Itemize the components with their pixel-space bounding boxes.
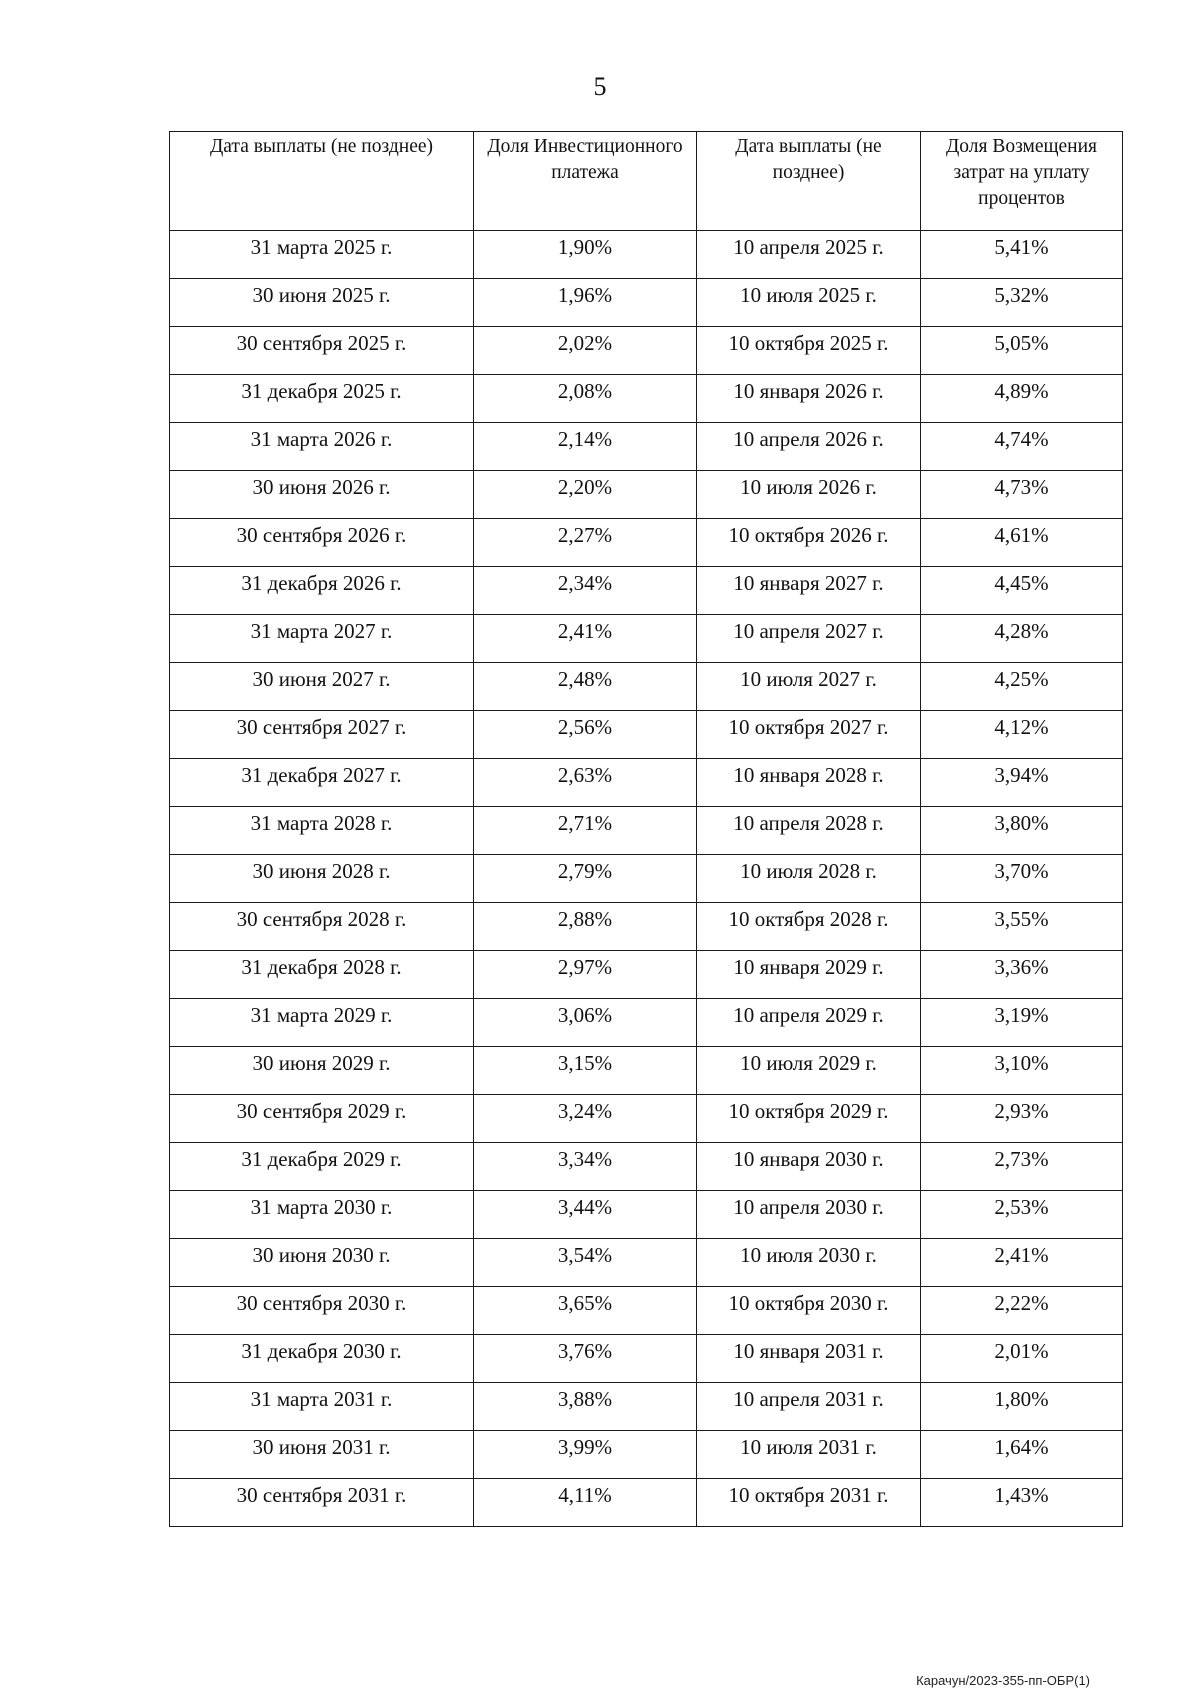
interest-share-cell: 4,89%	[921, 375, 1123, 423]
interest-share-cell: 2,53%	[921, 1191, 1123, 1239]
investment-share-cell: 2,71%	[474, 807, 697, 855]
table-row	[170, 855, 1123, 903]
reimbursement-date-cell: 10 октября 2029 г.	[697, 1095, 921, 1143]
payment-date-cell: 31 марта 2025 г.	[170, 231, 474, 279]
payment-date-cell: 30 июня 2030 г.	[170, 1239, 474, 1287]
reimbursement-date-cell: 10 октября 2025 г.	[697, 327, 921, 375]
investment-share-cell: 2,97%	[474, 951, 697, 999]
header-reimbursement-date: Дата выплаты (не позднее)	[697, 132, 921, 231]
payment-date-cell: 31 декабря 2026 г.	[170, 567, 474, 615]
table-row	[170, 1047, 1123, 1095]
reimbursement-date-cell: 10 июля 2030 г.	[697, 1239, 921, 1287]
investment-share-cell: 2,34%	[474, 567, 697, 615]
payment-date-cell: 30 сентября 2030 г.	[170, 1287, 474, 1335]
reimbursement-date-cell: 10 июля 2028 г.	[697, 855, 921, 903]
payment-date-cell: 31 марта 2030 г.	[170, 1191, 474, 1239]
reimbursement-date-cell: 10 января 2030 г.	[697, 1143, 921, 1191]
table-row	[170, 231, 1123, 279]
table-row	[170, 519, 1123, 567]
table-row	[170, 1239, 1123, 1287]
table-row	[170, 375, 1123, 423]
investment-share-cell: 4,11%	[474, 1479, 697, 1527]
reimbursement-date-cell: 10 апреля 2027 г.	[697, 615, 921, 663]
header-row	[170, 132, 1123, 231]
table-row	[170, 1143, 1123, 1191]
reimbursement-date-cell: 10 апреля 2031 г.	[697, 1383, 921, 1431]
reimbursement-date-cell: 10 октября 2031 г.	[697, 1479, 921, 1527]
interest-share-cell: 4,45%	[921, 567, 1123, 615]
table-row	[170, 1479, 1123, 1527]
payment-date-cell: 30 июня 2028 г.	[170, 855, 474, 903]
interest-share-cell: 3,80%	[921, 807, 1123, 855]
interest-share-cell: 3,19%	[921, 999, 1123, 1047]
payment-date-cell: 30 сентября 2028 г.	[170, 903, 474, 951]
investment-share-cell: 3,65%	[474, 1287, 697, 1335]
investment-share-cell: 2,48%	[474, 663, 697, 711]
investment-share-cell: 2,14%	[474, 423, 697, 471]
investment-share-cell: 3,88%	[474, 1383, 697, 1431]
interest-share-cell: 2,93%	[921, 1095, 1123, 1143]
table-row	[170, 1095, 1123, 1143]
reimbursement-date-cell: 10 января 2029 г.	[697, 951, 921, 999]
table-row	[170, 279, 1123, 327]
table-body	[170, 231, 1123, 1527]
interest-share-cell: 3,94%	[921, 759, 1123, 807]
reimbursement-date-cell: 10 апреля 2028 г.	[697, 807, 921, 855]
payment-date-cell: 30 сентября 2031 г.	[170, 1479, 474, 1527]
reimbursement-date-cell: 10 января 2031 г.	[697, 1335, 921, 1383]
investment-share-cell: 3,76%	[474, 1335, 697, 1383]
table-row	[170, 1287, 1123, 1335]
investment-share-cell: 3,06%	[474, 999, 697, 1047]
investment-share-cell: 2,41%	[474, 615, 697, 663]
interest-share-cell: 5,32%	[921, 279, 1123, 327]
table-row	[170, 1383, 1123, 1431]
payment-date-cell: 31 марта 2028 г.	[170, 807, 474, 855]
interest-share-cell: 4,74%	[921, 423, 1123, 471]
reimbursement-date-cell: 10 октября 2027 г.	[697, 711, 921, 759]
investment-share-cell: 2,27%	[474, 519, 697, 567]
investment-share-cell: 1,96%	[474, 279, 697, 327]
interest-share-cell: 2,01%	[921, 1335, 1123, 1383]
payment-date-cell: 31 декабря 2029 г.	[170, 1143, 474, 1191]
table-row	[170, 999, 1123, 1047]
reimbursement-date-cell: 10 января 2026 г.	[697, 375, 921, 423]
reimbursement-date-cell: 10 июля 2026 г.	[697, 471, 921, 519]
investment-share-cell: 2,56%	[474, 711, 697, 759]
payment-date-cell: 30 сентября 2026 г.	[170, 519, 474, 567]
table-row	[170, 471, 1123, 519]
table-row	[170, 567, 1123, 615]
investment-share-cell: 3,34%	[474, 1143, 697, 1191]
interest-share-cell: 5,41%	[921, 231, 1123, 279]
interest-share-cell: 4,28%	[921, 615, 1123, 663]
investment-share-cell: 3,54%	[474, 1239, 697, 1287]
reimbursement-date-cell: 10 июля 2025 г.	[697, 279, 921, 327]
reimbursement-date-cell: 10 апреля 2029 г.	[697, 999, 921, 1047]
reimbursement-date-cell: 10 апреля 2025 г.	[697, 231, 921, 279]
payment-date-cell: 30 июня 2029 г.	[170, 1047, 474, 1095]
investment-share-cell: 2,88%	[474, 903, 697, 951]
interest-share-cell: 1,43%	[921, 1479, 1123, 1527]
reimbursement-date-cell: 10 октября 2030 г.	[697, 1287, 921, 1335]
payment-date-cell: 31 декабря 2025 г.	[170, 375, 474, 423]
payment-date-cell: 31 марта 2027 г.	[170, 615, 474, 663]
payment-date-cell: 31 марта 2029 г.	[170, 999, 474, 1047]
reimbursement-date-cell: 10 апреля 2026 г.	[697, 423, 921, 471]
page-number: 5	[593, 72, 607, 101]
interest-share-cell: 3,70%	[921, 855, 1123, 903]
interest-share-cell: 1,64%	[921, 1431, 1123, 1479]
investment-share-cell: 3,99%	[474, 1431, 697, 1479]
table-row	[170, 327, 1123, 375]
interest-share-cell: 2,73%	[921, 1143, 1123, 1191]
reimbursement-date-cell: 10 октября 2026 г.	[697, 519, 921, 567]
investment-share-cell: 1,90%	[474, 231, 697, 279]
table-row	[170, 1431, 1123, 1479]
reimbursement-date-cell: 10 апреля 2030 г.	[697, 1191, 921, 1239]
interest-share-cell: 3,55%	[921, 903, 1123, 951]
payment-date-cell: 30 июня 2031 г.	[170, 1431, 474, 1479]
payment-date-cell: 30 сентября 2029 г.	[170, 1095, 474, 1143]
payment-date-cell: 30 июня 2026 г.	[170, 471, 474, 519]
payment-date-cell: 30 сентября 2025 г.	[170, 327, 474, 375]
reimbursement-date-cell: 10 января 2028 г.	[697, 759, 921, 807]
table-row	[170, 807, 1123, 855]
interest-share-cell: 2,41%	[921, 1239, 1123, 1287]
interest-share-cell: 3,36%	[921, 951, 1123, 999]
interest-share-cell: 4,61%	[921, 519, 1123, 567]
reimbursement-date-cell: 10 июля 2029 г.	[697, 1047, 921, 1095]
table-row	[170, 903, 1123, 951]
table-row	[170, 1335, 1123, 1383]
payment-date-cell: 31 декабря 2027 г.	[170, 759, 474, 807]
payment-date-cell: 31 декабря 2030 г.	[170, 1335, 474, 1383]
investment-share-cell: 2,02%	[474, 327, 697, 375]
investment-share-cell: 3,24%	[474, 1095, 697, 1143]
interest-share-cell: 2,22%	[921, 1287, 1123, 1335]
investment-share-cell: 2,63%	[474, 759, 697, 807]
payment-date-cell: 31 марта 2026 г.	[170, 423, 474, 471]
table-row	[170, 423, 1123, 471]
investment-share-cell: 2,08%	[474, 375, 697, 423]
investment-share-cell: 3,15%	[474, 1047, 697, 1095]
header-interest-reimbursement-share: Доля Возмещения затрат на уплату процентов	[921, 132, 1123, 231]
table-row	[170, 951, 1123, 999]
investment-share-cell: 2,79%	[474, 855, 697, 903]
interest-share-cell: 5,05%	[921, 327, 1123, 375]
investment-share-cell: 2,20%	[474, 471, 697, 519]
payment-date-cell: 30 июня 2027 г.	[170, 663, 474, 711]
table-header	[170, 132, 1123, 231]
header-payment-date: Дата выплаты (не позднее)	[170, 132, 474, 231]
table-row	[170, 759, 1123, 807]
interest-share-cell: 4,25%	[921, 663, 1123, 711]
interest-share-cell: 4,12%	[921, 711, 1123, 759]
interest-share-cell: 3,10%	[921, 1047, 1123, 1095]
table-row	[170, 615, 1123, 663]
payment-date-cell: 31 марта 2031 г.	[170, 1383, 474, 1431]
reimbursement-date-cell: 10 января 2027 г.	[697, 567, 921, 615]
payment-date-cell: 30 сентября 2027 г.	[170, 711, 474, 759]
reimbursement-date-cell: 10 июля 2027 г.	[697, 663, 921, 711]
interest-share-cell: 4,73%	[921, 471, 1123, 519]
reimbursement-date-cell: 10 октября 2028 г.	[697, 903, 921, 951]
investment-share-cell: 3,44%	[474, 1191, 697, 1239]
document-reference: Карачун/2023-355-пп-ОБР(1)	[916, 1673, 1090, 1688]
reimbursement-date-cell: 10 июля 2031 г.	[697, 1431, 921, 1479]
interest-share-cell: 1,80%	[921, 1383, 1123, 1431]
header-investment-share: Доля Инвестиционного платежа	[474, 132, 697, 231]
table-row	[170, 663, 1123, 711]
payment-date-cell: 30 июня 2025 г.	[170, 279, 474, 327]
payment-schedule-table	[169, 131, 1123, 1527]
table-row	[170, 1191, 1123, 1239]
table-row	[170, 711, 1123, 759]
payment-date-cell: 31 декабря 2028 г.	[170, 951, 474, 999]
